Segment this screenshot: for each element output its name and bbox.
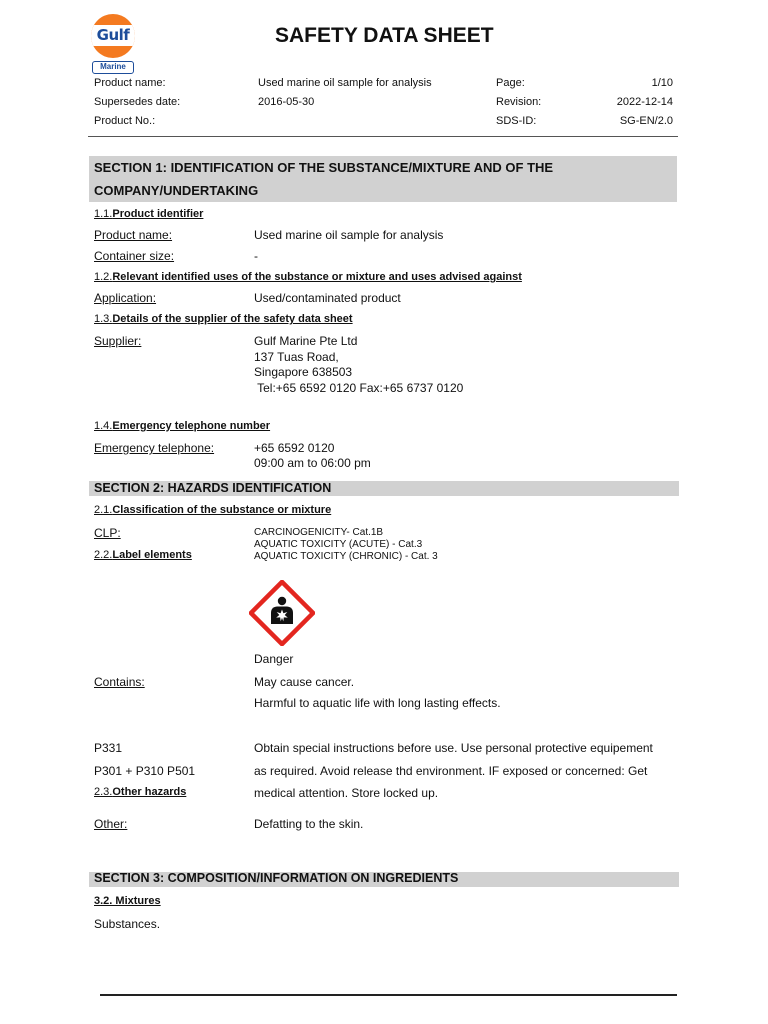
supplier-line: Gulf Marine Pte Ltd — [254, 334, 358, 348]
subsection-title: Details of the supplier of the safety data sheet — [112, 313, 353, 325]
header-product-name-value: Used marine oil sample for analysis — [258, 77, 432, 89]
clp-classification: AQUATIC TOXICITY (CHRONIC) - Cat. 3 — [254, 551, 438, 562]
subsection-number: 2.3. — [94, 786, 113, 798]
subsection-title: Relevant identified uses of the substance or mixture and uses advised against — [112, 271, 522, 283]
hazard-statement: Harmful to aquatic life with long lasting effects. — [254, 696, 501, 710]
subsection-title: Classification of the substance or mixture — [112, 504, 332, 516]
emergency-telephone-line: +65 6592 0120 — [254, 441, 335, 455]
gulf-logo-disc — [91, 14, 135, 58]
subsection-1-4 — [94, 420, 270, 432]
application-label: Application: — [94, 291, 157, 305]
header-divider — [88, 136, 678, 137]
footer-divider — [100, 994, 677, 996]
section1-title-line2: COMPANY/UNDERTAKING — [94, 183, 259, 198]
supplier-line: Tel:+65 6592 0120 Fax:+65 6737 0120 — [254, 381, 464, 395]
precaution-code-p331: P331 — [94, 741, 123, 755]
subsection-number: 2.2. — [94, 549, 113, 561]
section3-title: SECTION 3: COMPOSITION/INFORMATION ON INGREDIENTS — [94, 871, 459, 885]
contains-label: Contains: — [94, 675, 145, 689]
subsection-number: 1.2. — [94, 271, 113, 283]
header-supersedes-label: Supersedes date: — [94, 96, 181, 108]
subsection-1-3 — [94, 313, 353, 325]
clp-classification: AQUATIC TOXICITY (ACUTE) - Cat.3 — [254, 539, 423, 550]
header-sdsid-label: SDS-ID: — [496, 115, 537, 127]
header-product-no-label: Product No.: — [94, 115, 156, 127]
emergency-hours-line: 09:00 am to 06:00 pm — [254, 456, 371, 470]
subsection-3-2: 3.2. Mixtures — [94, 895, 161, 907]
precaution-statement: as required. Avoid release thd environment. IF exposed or concerned: Get — [254, 764, 648, 778]
clp-classification: CARCINOGENICITY- Cat.1B — [254, 527, 384, 538]
substances-text: Substances. — [94, 917, 161, 931]
gulf-logo-text: Gulf — [96, 26, 130, 44]
section2-title: SECTION 2: HAZARDS IDENTIFICATION — [94, 481, 332, 495]
subsection-1-2 — [94, 271, 522, 283]
subsection-title: Other hazards — [112, 786, 187, 798]
other-value: Defatting to the skin. — [254, 817, 364, 831]
subsection-1-1 — [94, 208, 203, 220]
other-label: Other: — [94, 817, 128, 831]
header-supersedes-value: 2016-05-30 — [258, 96, 315, 108]
subsection-title: Label elements — [112, 549, 192, 561]
emergency-telephone-label: Emergency telephone: — [94, 441, 215, 455]
subsection-number: 1.1. — [94, 208, 113, 220]
section1-title-line1: SECTION 1: IDENTIFICATION OF THE SUBSTANCE/MIXTURE AND OF THE — [94, 160, 554, 175]
header-product-name-label: Product name: — [94, 77, 166, 89]
subsection-2-1 — [94, 504, 331, 516]
subsection-number: 1.4. — [94, 420, 113, 432]
product-name-value: Used marine oil sample for analysis — [254, 228, 444, 242]
header-page-value: 1/10 — [651, 77, 673, 89]
subsection-number: 2.1. — [94, 504, 113, 516]
precaution-statement: medical attention. Store locked up. — [254, 786, 439, 800]
header-revision-value: 2022-12-14 — [616, 96, 673, 108]
header-revision-label: Revision: — [496, 96, 542, 108]
document-title: SAFETY DATA SHEET — [275, 24, 494, 47]
product-name-label: Product name: — [94, 228, 173, 242]
container-size-value: - — [254, 249, 258, 263]
subsection-2-2 — [94, 549, 192, 561]
signal-word: Danger — [254, 652, 294, 666]
subsection-2-3 — [94, 786, 186, 798]
supplier-line: 137 Tuas Road, — [254, 350, 339, 364]
hazard-statement: May cause cancer. — [254, 675, 355, 689]
precaution-statement: Obtain special instructions before use. Use personal protective equipement — [254, 741, 653, 755]
gulf-marine-logo — [88, 14, 140, 76]
health-hazard-pictogram-icon — [249, 580, 315, 646]
header-page-label: Page: — [496, 77, 525, 89]
container-size-label: Container size: — [94, 249, 175, 263]
precaution-code-p301: P301 + P310 P501 — [94, 764, 196, 778]
application-value: Used/contaminated product — [254, 291, 401, 305]
subsection-number: 1.3. — [94, 313, 113, 325]
clp-label: CLP: — [94, 526, 121, 540]
marine-logo-text: Marine — [92, 61, 134, 74]
subsection-title: Product identifier — [112, 208, 204, 220]
supplier-label: Supplier: — [94, 334, 142, 348]
supplier-line: Singapore 638503 — [254, 365, 353, 379]
subsection-title: Emergency telephone number — [112, 420, 271, 432]
header-sdsid-value: SG-EN/2.0 — [619, 115, 673, 127]
